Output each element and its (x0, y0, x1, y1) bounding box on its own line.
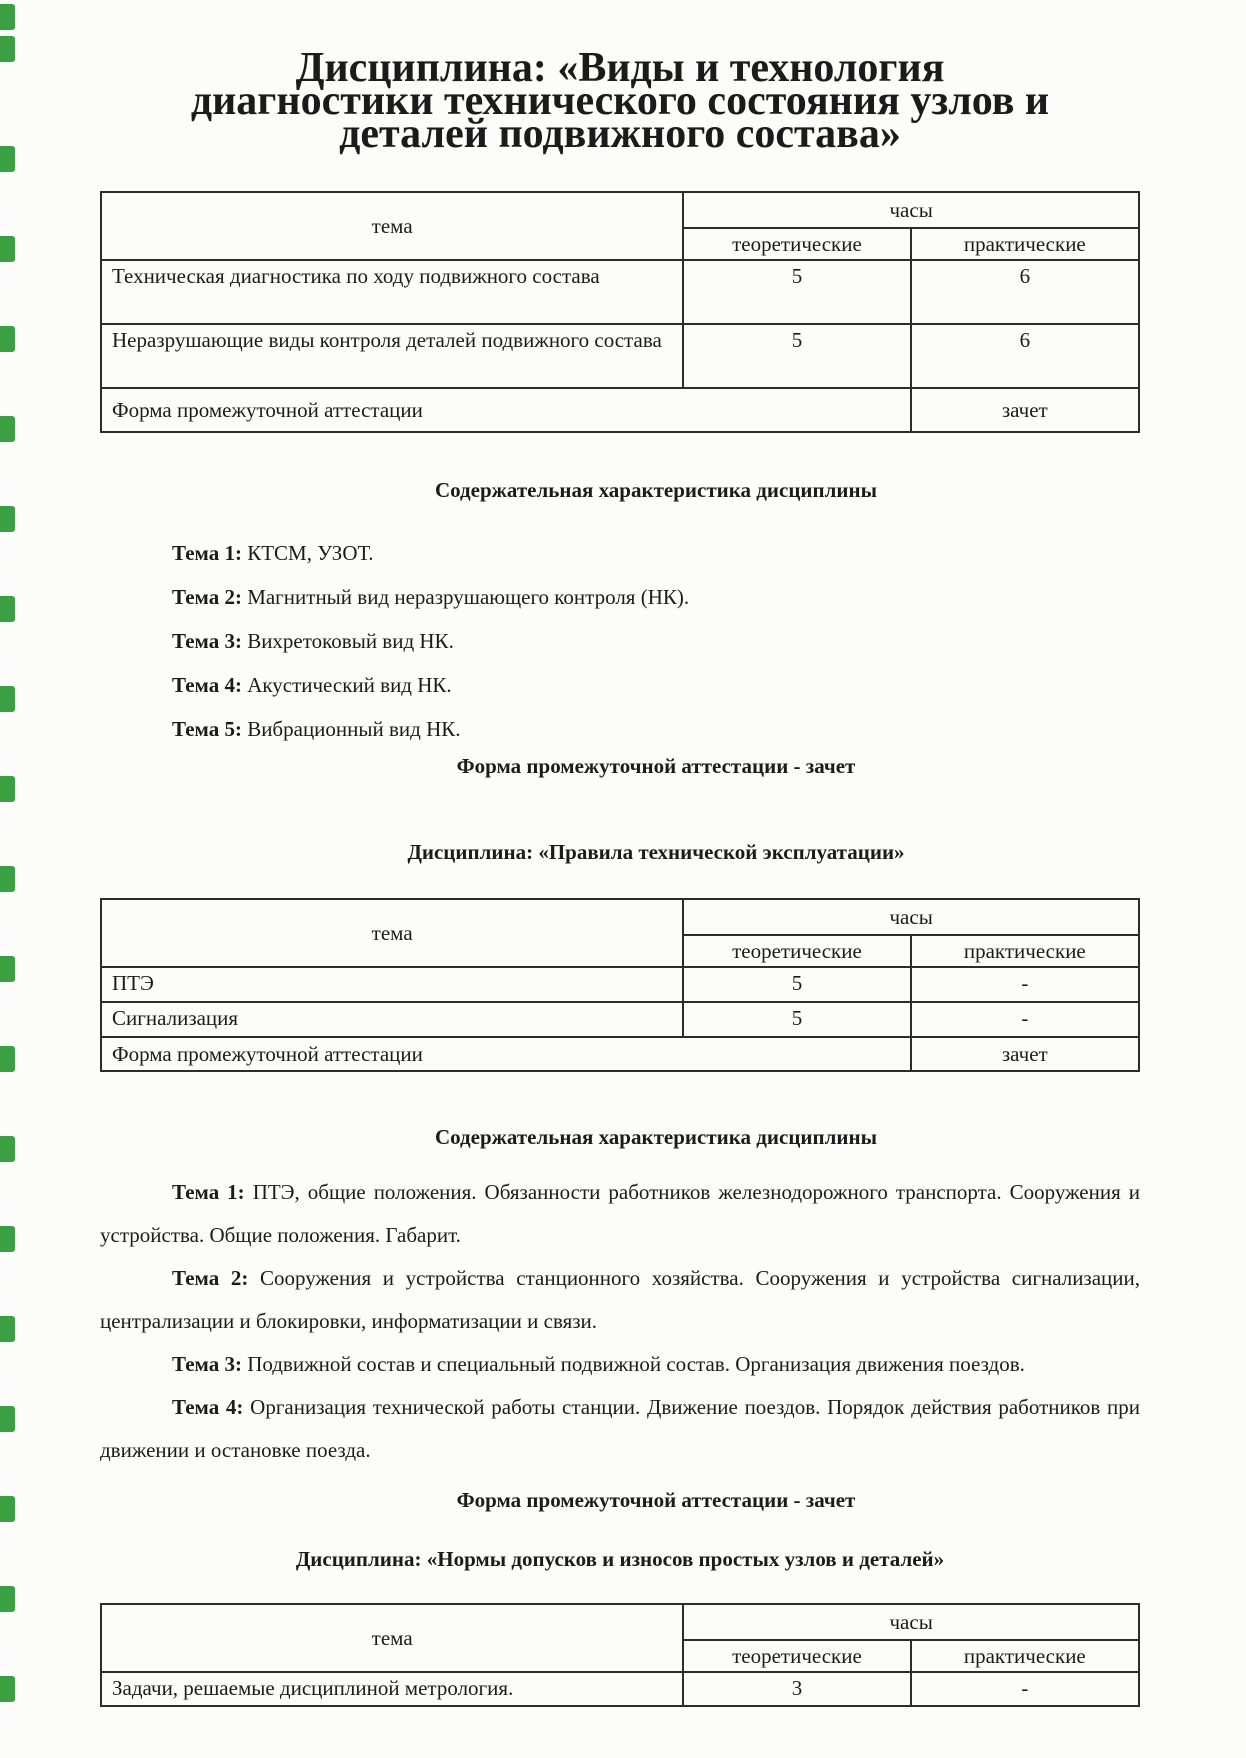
topic-item (100, 575, 1140, 619)
hours-table-1 (100, 191, 1140, 433)
topic-label: Тема 4: (172, 673, 242, 697)
topic-text: КТСМ, УЗОТ. (247, 541, 374, 565)
topic-text: ПТЭ, общие положения. Обязанности работников железнодорожного транспорта. Сооружения и устройства. Общие положения. Габарит. (100, 1180, 1140, 1247)
table-2-header-theoretical: теоретические (683, 935, 910, 967)
table-row (101, 967, 1139, 1002)
table-3-header-practical: практические (911, 1640, 1139, 1672)
scan-mark (0, 1676, 15, 1702)
scan-mark (0, 4, 15, 30)
table-1-header-row (101, 192, 1139, 228)
topics-list-1 (100, 531, 1140, 751)
topic-text: Вихретоковый вид НК. (247, 629, 454, 653)
scan-mark (0, 1496, 15, 1522)
scan-mark (0, 36, 15, 62)
table-1-row-1-practical: 6 (911, 260, 1139, 324)
topic-paragraph (100, 1257, 1140, 1343)
topic-item (100, 707, 1140, 751)
table-2-row-1-tema: ПТЭ (101, 967, 683, 1002)
topic-text: Вибрационный вид НК. (247, 717, 461, 741)
topic-text: Акустический вид НК. (247, 673, 452, 697)
scan-mark (0, 1316, 15, 1342)
table-1-row-2-practical: 6 (911, 324, 1139, 388)
table-2-attestation-value: зачет (911, 1037, 1139, 1071)
table-2-header-practical: практические (911, 935, 1139, 967)
topic-text: Организация технической работы станции. Движение поездов. Порядок действия работников при движении и остановке поезда. (100, 1395, 1141, 1462)
table-1-header-theoretical: теоретические (683, 228, 910, 260)
table-2-row-2-tema: Сигнализация (101, 1002, 683, 1037)
attestation-line-2: Форма промежуточной аттестации - зачет (456, 1488, 856, 1512)
topic-label: Тема 2: (172, 585, 242, 609)
content-heading-1: Содержательная характеристика дисциплины (434, 478, 877, 502)
scan-mark (0, 1586, 15, 1612)
topic-paragraph (100, 1171, 1140, 1257)
table-2-row-1-theoretical: 5 (683, 967, 910, 1002)
scan-mark (0, 416, 15, 442)
topic-paragraph (100, 1386, 1140, 1472)
scan-mark (0, 956, 15, 982)
table-2-row-2-practical: - (911, 1002, 1139, 1037)
table-row (101, 260, 1139, 324)
table-3-header-hours: часы (683, 1604, 1139, 1640)
table-row (101, 1002, 1139, 1037)
scan-mark (0, 1226, 15, 1252)
scan-mark (0, 686, 15, 712)
table-1-attestation-label: Форма промежуточной аттестации (101, 388, 911, 432)
topic-item (100, 663, 1140, 707)
topic-label: Тема 5: (172, 717, 242, 741)
table-1-row-2-tema: Неразрушающие виды контроля деталей подвижного состава (101, 324, 683, 388)
topic-text: Магнитный вид неразрушающего контроля (НК). (247, 585, 690, 609)
table-1-attestation-value: зачет (911, 388, 1139, 432)
topic-label: Тема 3: (172, 629, 242, 653)
topic-label: Тема 1: (172, 1180, 245, 1204)
table-1-row-1-theoretical: 5 (683, 260, 910, 324)
content-heading-2: Содержательная характеристика дисциплины (434, 1125, 877, 1149)
topic-item (100, 619, 1140, 663)
table-3-header-tema: тема (101, 1604, 683, 1672)
table-2-attestation-label: Форма промежуточной аттестации (101, 1037, 911, 1071)
scan-mark (0, 596, 15, 622)
table-1-row-2-theoretical: 5 (683, 324, 910, 388)
scan-mark (0, 146, 15, 172)
table-2-row-2-theoretical: 5 (683, 1002, 910, 1037)
discipline-2-title: Дисциплина: «Правила технической эксплуатации» (407, 840, 905, 864)
table-3-header-theoretical: теоретические (683, 1640, 910, 1672)
topic-text: Подвижной состав и специальный подвижной состав. Организация движения поездов. (247, 1352, 1025, 1376)
scan-mark (0, 1406, 15, 1432)
topic-paragraph (100, 1343, 1140, 1386)
discipline-1-title: Дисциплина: «Виды и технология диагностики технического состояния узлов и деталей подвижного состава» (190, 45, 1050, 157)
table-2-header-tema: тема (101, 899, 683, 967)
scan-mark (0, 236, 15, 262)
hours-table-3 (100, 1603, 1140, 1707)
table-3-row-1-theoretical: 3 (683, 1672, 910, 1706)
discipline-3-title: Дисциплина: «Нормы допусков и износов простых узлов и деталей» (295, 1547, 945, 1571)
table-1-row-1-tema: Техническая диагностика по ходу подвижного состава (101, 260, 683, 324)
table-2-attestation-row (101, 1037, 1139, 1071)
scan-mark (0, 1046, 15, 1072)
topics-paragraphs-2 (100, 1171, 1140, 1472)
table-3-row-1-practical: - (911, 1672, 1139, 1706)
table-2-header-row (101, 899, 1139, 935)
table-1-header-practical: практические (911, 228, 1139, 260)
table-row (101, 1672, 1139, 1706)
scan-mark (0, 1136, 15, 1162)
table-3-row-1-tema: Задачи, решаемые дисциплиной метрология. (101, 1672, 683, 1706)
document-content (100, 0, 1140, 1707)
scan-mark (0, 776, 15, 802)
topic-item (100, 531, 1140, 575)
table-row (101, 324, 1139, 388)
table-1-header-tema: тема (101, 192, 683, 260)
table-3-header-row (101, 1604, 1139, 1640)
attestation-line-1: Форма промежуточной аттестации - зачет (456, 754, 856, 778)
table-1-attestation-row (101, 388, 1139, 432)
table-2-row-1-practical: - (911, 967, 1139, 1002)
topic-label: Тема 2: (172, 1266, 249, 1290)
topic-label: Тема 3: (172, 1352, 242, 1376)
scan-mark (0, 866, 15, 892)
table-2-header-hours: часы (683, 899, 1139, 935)
scan-mark (0, 506, 15, 532)
topic-label: Тема 4: (172, 1395, 244, 1419)
hours-table-2 (100, 898, 1140, 1072)
topic-text: Сооружения и устройства станционного хозяйства. Сооружения и устройства сигнализации, централизации и блокировки, информатизации и связи. (100, 1266, 1141, 1333)
table-1-header-hours: часы (683, 192, 1139, 228)
scan-mark (0, 326, 15, 352)
topic-label: Тема 1: (172, 541, 242, 565)
